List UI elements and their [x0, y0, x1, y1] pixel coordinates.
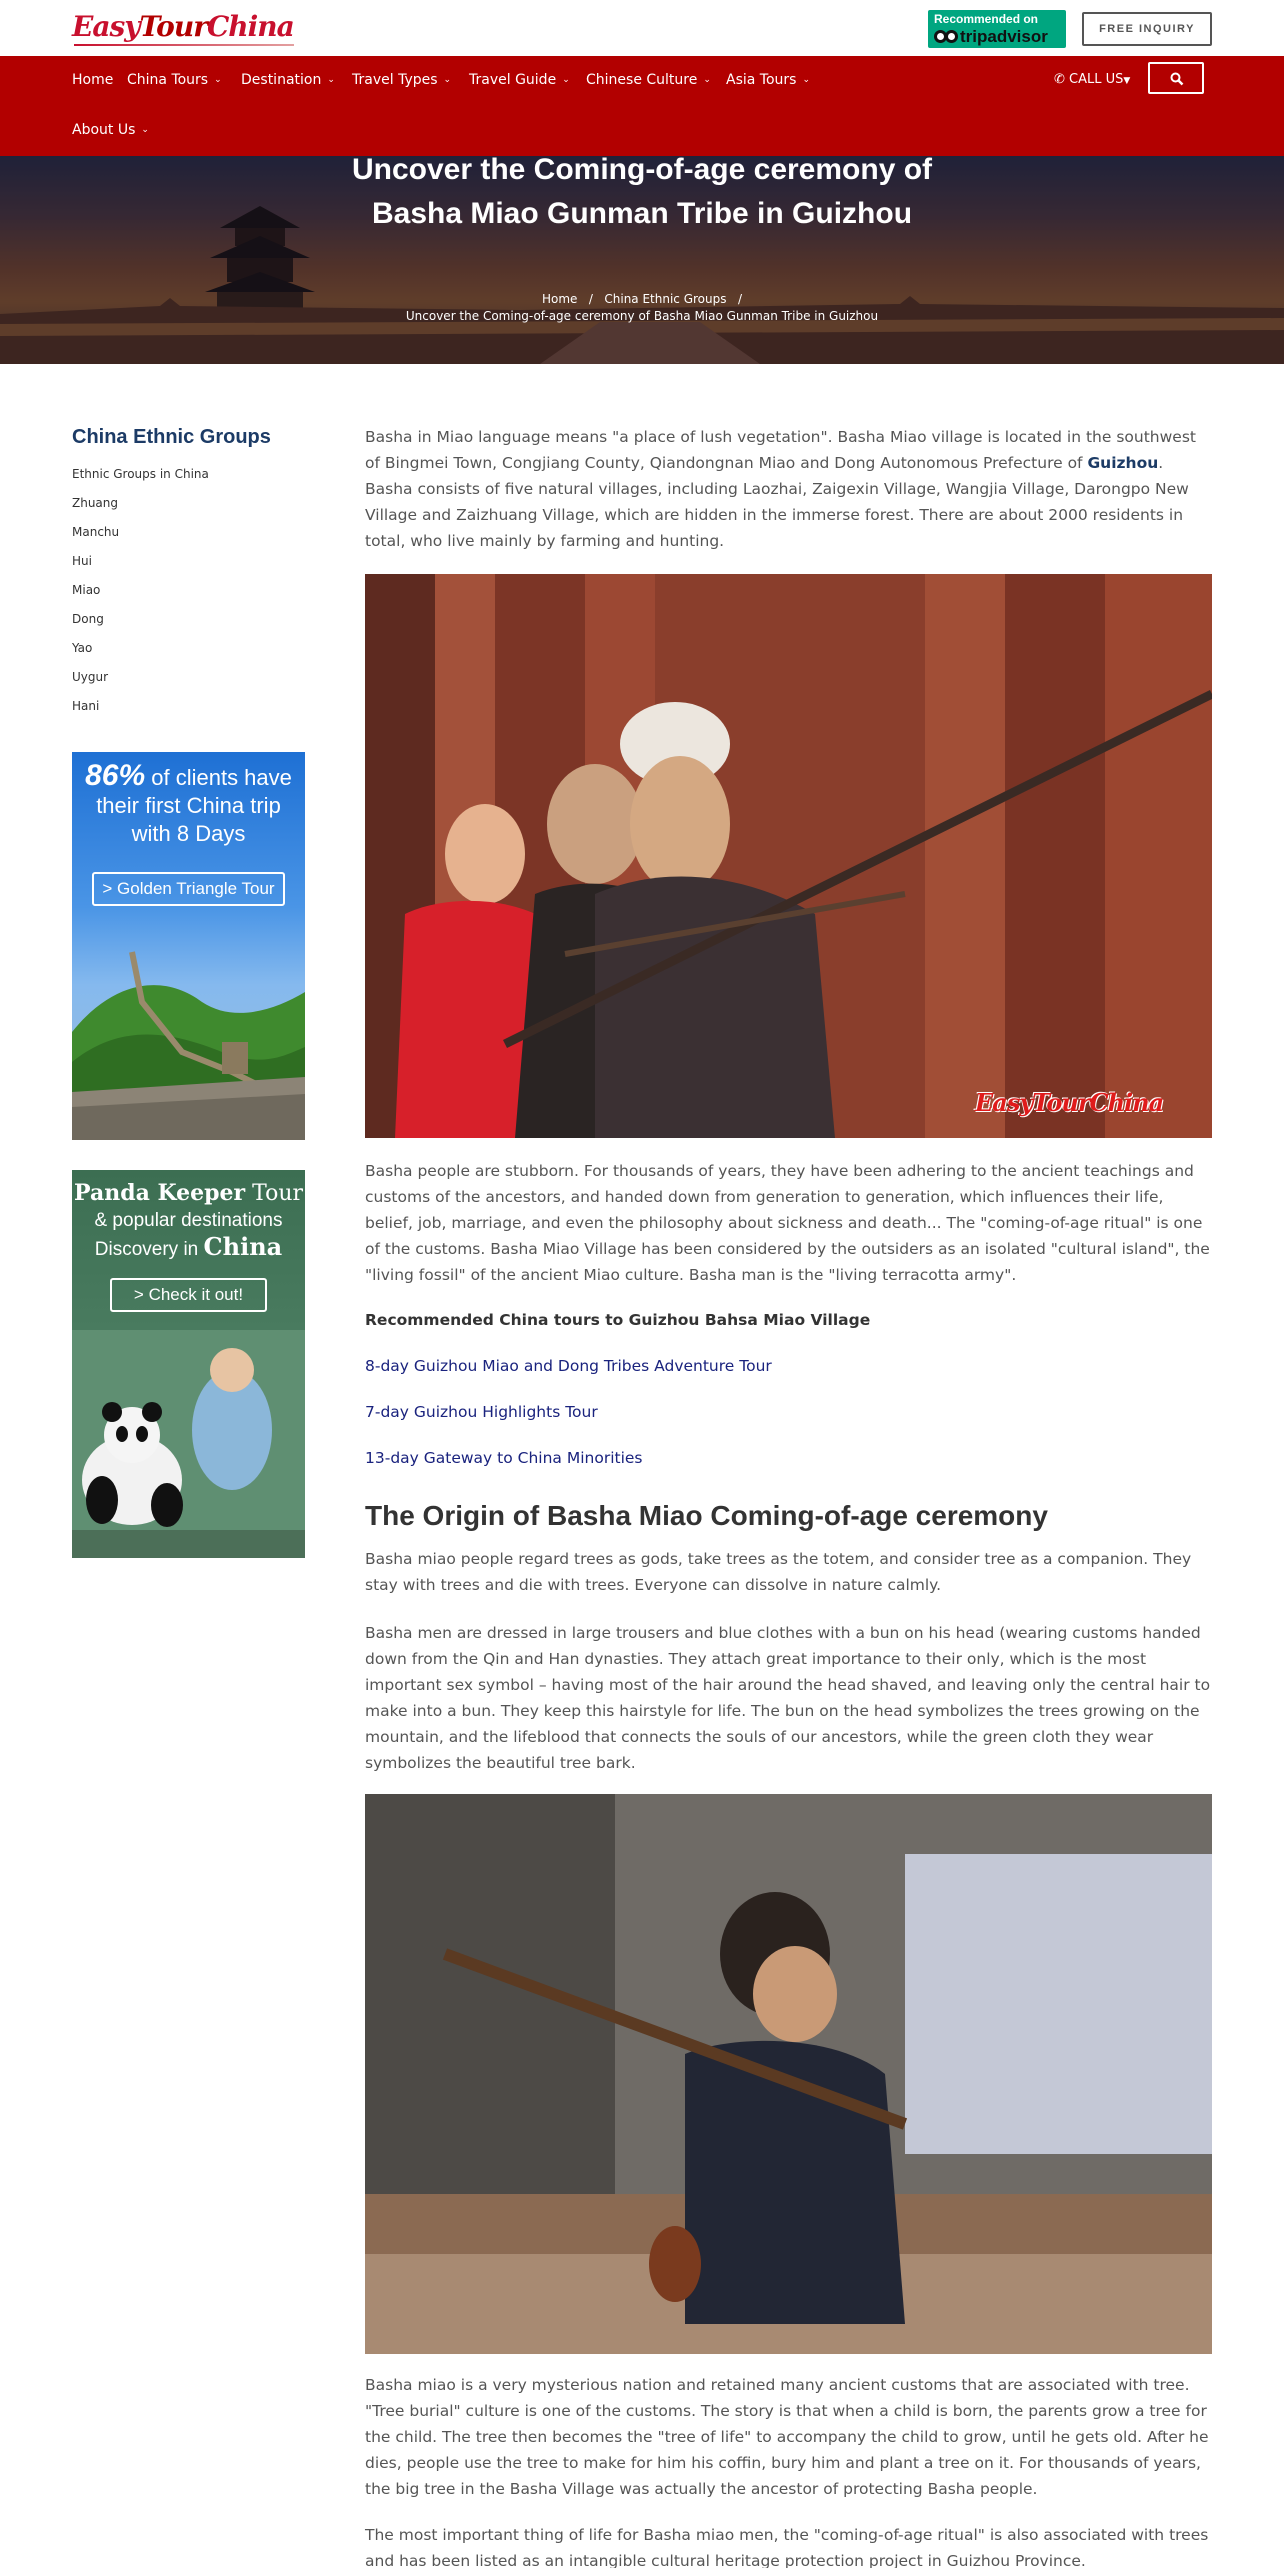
nav-item-home[interactable]	[72, 70, 113, 90]
sidebar-item-uygur[interactable]: Uygur	[72, 670, 109, 684]
trees-as-gods-paragraph: Basha miao people regard trees as gods, take trees as the totem, and consider tree as a companion. They stay with trees and die with trees. Everyone can dissolve in nature calmly.	[365, 1550, 1192, 1594]
page-title: Uncover the Coming-of-age ceremony of Basha Miao Gunman Tribe in Guizhou	[351, 153, 933, 230]
phone-icon: ✆	[1054, 72, 1065, 87]
site-logo[interactable]	[72, 10, 294, 43]
logo-word-china: China	[206, 10, 294, 43]
breadcrumb-separator: /	[588, 292, 593, 306]
logo-word-easy: Easy	[72, 10, 140, 43]
golden-triangle-promo[interactable]	[72, 752, 305, 1140]
intro-text-end: . Basha consists of five natural villages, including Laozhai, Zaigexin Village, Wangjia Village, Darongpo New Village and Zaizhuang Village, which are hidden in the immerse forest. There are about 2000 residents in total, who live mainly by farming and hunting.	[365, 454, 1189, 550]
promo-line3	[72, 1234, 305, 1263]
promo-line3-prefix: Discovery in	[94, 1239, 204, 1260]
breadcrumb	[342, 290, 942, 308]
promo-line3: with 8 Days	[131, 821, 246, 846]
sidebar-item-yao[interactable]: Yao	[72, 641, 93, 655]
chevron-down-icon: ⌄	[443, 75, 452, 85]
nav-label: Asia Tours	[726, 72, 797, 88]
tripadvisor-owl-icon	[934, 30, 958, 44]
nav-item-about-us[interactable]	[72, 120, 149, 142]
nav-label: About Us	[72, 122, 136, 138]
nav-label: Destination	[241, 72, 322, 88]
basha-men-dress-paragraph: Basha men are dressed in large trousers and blue clothes with a bun on his head (wearing customs handed down from the Qin and Han dynasties. They attach great importance to their only, which is the most important sex symbol – having most of the hair around the head shaved, and leaving only the central hair to make into a bun. They keep this hairstyle for life. The bun on the head symbolizes the trees growing on the mountain, and the lifeblood that connects the souls of our ancestors, while the green cloth they wear symbolizes the beautiful tree bark.	[365, 1624, 1211, 1772]
tripadvisor-recommended-text: Recommended on	[934, 12, 1039, 26]
intro-paragraph	[365, 424, 1213, 554]
sidebar-item-zhuang[interactable]: Zhuang	[72, 496, 119, 510]
promo-line2: their first China trip	[96, 793, 281, 818]
recommended-tours-title: Recommended China tours to Guizhou Bahsa Miao Village	[365, 1311, 871, 1329]
promo-percent: 86%	[85, 759, 146, 792]
logo-word-tour: Tour	[139, 10, 207, 43]
nav-label: Home	[72, 72, 114, 88]
sidebar-item-hani[interactable]: Hani	[72, 699, 100, 713]
search-icon	[1170, 72, 1184, 86]
chevron-down-icon: ⌄	[327, 75, 335, 85]
nav-label: Travel Types	[352, 72, 438, 88]
chevron-down-icon: ⌄	[703, 75, 711, 85]
tour-link-7-day-guizhou[interactable]: 7-day Guizhou Highlights Tour	[365, 1403, 598, 1421]
chevron-down-icon: ⌄	[141, 125, 149, 135]
tree-burial-paragraph: Basha miao is a very mysterious nation and retained many ancient customs that are associated with tree. "Tree burial" culture is one of the customs. The story is that when a child is born, the parents grow a tree for the child. The tree then becomes the "tree of life" to accompany the child to grow, until he gets old. After he dies, people use the tree to make for him his coffin, bury him and plant a tree on it. For thousands of years, the big tree in the Basha Village was actually the ancestor of protecting Basha people.	[365, 2376, 1209, 2498]
sidebar-title: China Ethnic Groups	[72, 426, 271, 448]
caret-down-icon: ▼	[1123, 76, 1131, 86]
golden-triangle-tour-button[interactable]: > Golden Triangle Tour	[92, 872, 285, 906]
search-button[interactable]	[1148, 62, 1204, 94]
gunmen-image	[365, 574, 1212, 1138]
promo-headline	[72, 759, 305, 848]
panda-keeper-image	[72, 1330, 305, 1558]
promo-line2: & popular destinations	[94, 1210, 283, 1231]
tour-link-8-day-guizhou[interactable]: 8-day Guizhou Miao and Dong Tribes Adventure Tour	[365, 1357, 772, 1375]
basha-people-paragraph: Basha people are stubborn. For thousands of years, they have been adhering to the ancient teachings and customs of the ancestors, and handed down from generation to generation, which influences their life, belief, job, marriage, and even the philosophy about sickness and death... The "coming-of-age ritual" is one of the customs. Basha Miao Village has been considered by the outsiders as an isolated "cultural island", the "living fossil" of the ancient Miao culture. Basha man is the "living terracotta army".	[365, 1162, 1210, 1284]
promo-brand: Panda Keeper	[74, 1180, 246, 1206]
child-gunman-photo	[365, 1794, 1212, 2354]
sidebar-item-miao[interactable]: Miao	[72, 583, 101, 597]
breadcrumb-home-link[interactable]: Home	[541, 292, 578, 306]
nav-label: Travel Guide	[469, 72, 557, 88]
check-it-out-button[interactable]: > Check it out!	[110, 1278, 267, 1312]
tour-link-13-day-minorities[interactable]: 13-day Gateway to China Minorities	[365, 1449, 643, 1467]
promo-line3-bold: China	[203, 1232, 283, 1261]
sidebar-item-dong[interactable]: Dong	[72, 612, 104, 626]
photo-watermark: EasyTourChina	[975, 1088, 1164, 1117]
sidebar-item-manchu[interactable]: Manchu	[72, 525, 120, 539]
promo-brand-rest: Tour	[245, 1181, 303, 1206]
nav-item-travel-guide[interactable]	[469, 70, 570, 92]
nav-label: Chinese Culture	[586, 72, 698, 88]
nav-item-destination[interactable]	[241, 70, 335, 92]
promo-line1: of clients have	[145, 765, 292, 790]
nav-item-china-tours[interactable]	[127, 70, 222, 92]
top-header	[0, 0, 1284, 56]
breadcrumb-current: Uncover the Coming-of-age ceremony of Basha Miao Gunman Tribe in Guizhou	[405, 309, 879, 323]
panda-keeper-promo[interactable]	[72, 1170, 305, 1558]
breadcrumb-ethnic-groups-link[interactable]: China Ethnic Groups	[604, 292, 727, 306]
chevron-down-icon: ⌄	[562, 75, 570, 85]
nav-item-asia-tours[interactable]	[726, 70, 810, 92]
nav-item-travel-types[interactable]	[352, 70, 451, 92]
sidebar-item-ethnic-groups[interactable]: Ethnic Groups in China	[72, 467, 209, 481]
gunmen-photo	[365, 574, 1212, 1138]
coming-of-age-paragraph: The most important thing of life for Basha miao men, the "coming-of-age ritual" is also associated with trees and has been listed as an intangible cultural heritage protection project in Guizhou Province.	[365, 2526, 1209, 2568]
breadcrumb-separator: /	[737, 292, 742, 306]
free-inquiry-button[interactable]: FREE INQUIRY	[1082, 12, 1212, 46]
promo-brand-line	[72, 1178, 305, 1209]
great-wall-image	[72, 942, 305, 1140]
sidebar-item-hui[interactable]: Hui	[72, 554, 92, 568]
tripadvisor-wordmark: tripadvisor	[960, 27, 1048, 46]
nav-label: China Tours	[127, 72, 209, 88]
tripadvisor-badge[interactable]	[928, 10, 1066, 48]
call-us-label: CALL US	[1069, 72, 1124, 87]
intro-text-start: Basha in Miao language means "a place of lush vegetation". Basha Miao village is located in the southwest of Bingmei Town, Congjiang County, Qiandongnan Miao and Dong Autonomous Prefecture of	[365, 428, 1196, 472]
chevron-down-icon: ⌄	[802, 75, 810, 85]
child-gunman-image	[365, 1794, 1212, 2354]
nav-item-chinese-culture[interactable]	[586, 70, 711, 92]
section-heading-origin: The Origin of Basha Miao Coming-of-age ceremony	[365, 1500, 1048, 1531]
chevron-down-icon: ⌄	[214, 75, 222, 85]
guizhou-link[interactable]: Guizhou	[1087, 454, 1159, 472]
call-us-dropdown[interactable]	[1054, 70, 1130, 91]
